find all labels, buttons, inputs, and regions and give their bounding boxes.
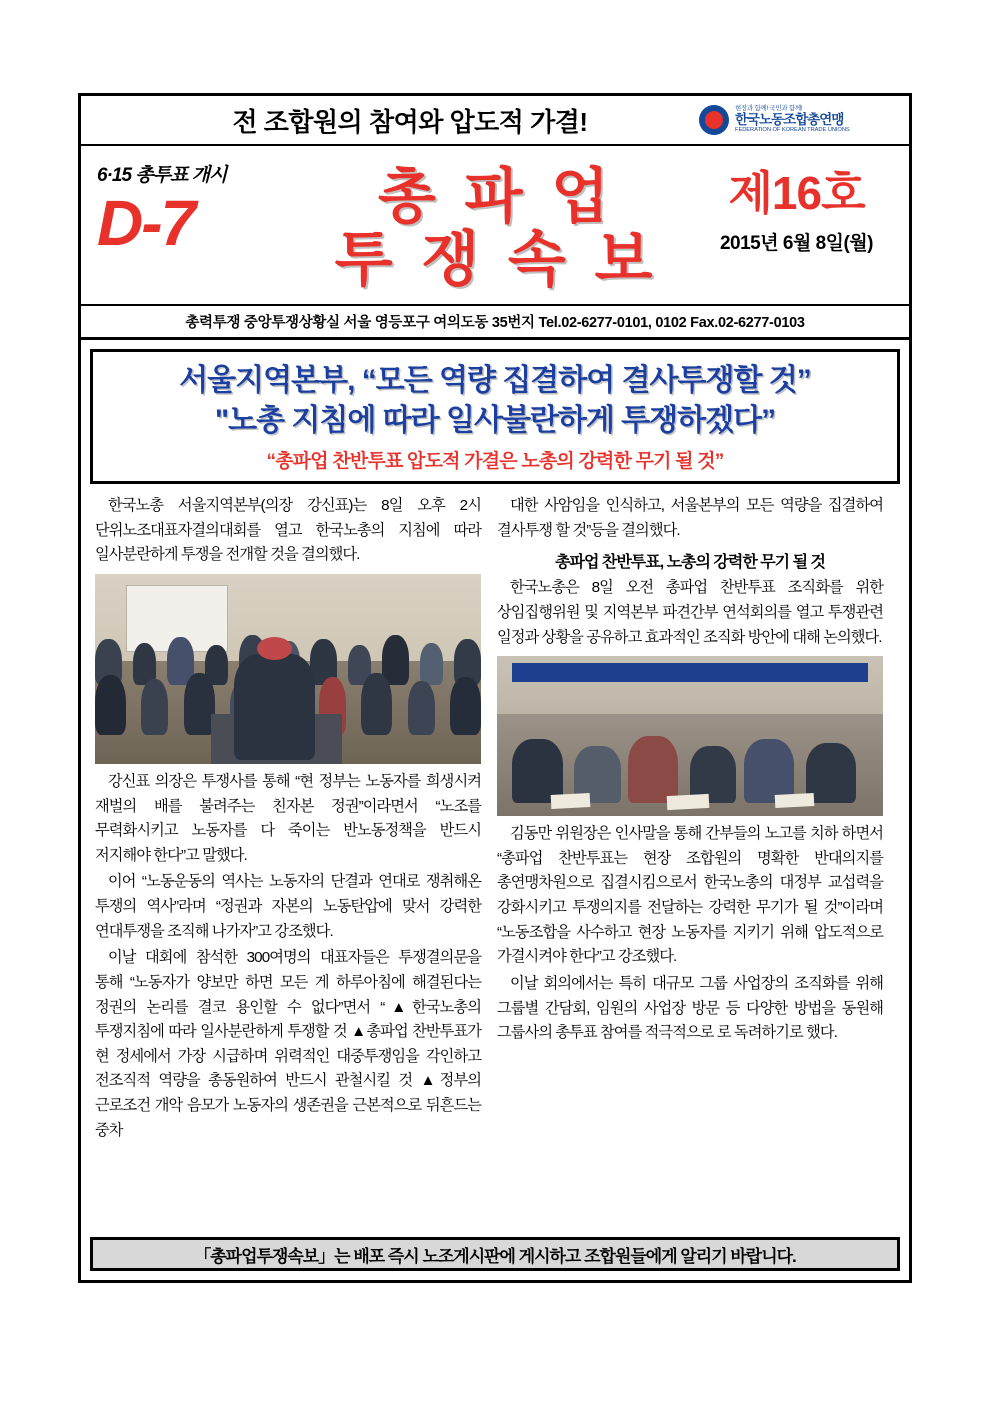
issue-number: 제16호 — [728, 167, 865, 219]
photo-document — [666, 794, 709, 811]
headline-line-1: 서울지역본부, “모든 역량 집결하여 결사투쟁할 것” — [179, 364, 811, 397]
photo-meeting — [497, 656, 883, 816]
logo-name-korean: 한국노동조합총연맹 — [735, 112, 844, 128]
photo-document — [551, 793, 590, 809]
issue-date: 2015년 6월 8일(월) — [719, 233, 874, 254]
dday-value: D-7 — [97, 187, 195, 259]
left-paragraph-2: 강신표 의장은 투쟁사를 통해 “현 정부는 노동자를 희생시켜 재벌의 배를 불려주는 친자본 정권”이라면서 “노조를 무력화시키고 노동자를 다 죽이는 반노동정책을 반드시 저지해야 한다”고 말했다. — [95, 772, 481, 864]
masthead-slogan: 전 조합원의 참여와 압도적 가결! — [232, 106, 588, 137]
newsletter-sheet — [78, 93, 912, 1283]
headline-box — [90, 349, 900, 484]
headline-line-2: "노총 지침에 따라 일사불란하게 투쟁하겠다” — [214, 403, 776, 437]
left-paragraph-3: 이어 “노동운동의 역사는 노동자의 단결과 연대로 쟁취해온 투쟁의 역사”라며 “정권과 자본의 노동탄압에 맞서 강력한 연대투쟁을 조직해 나가자”고 강조했다. — [95, 873, 481, 940]
right-paragraph-2: 한국노총은 8일 오전 총파업 찬반투표 조직화를 위한 상임집행위원 및 지역본부 파견간부 연석회의를 열고 투쟁관련 일정과 상황을 공유하고 효과적인 조직화 방안에 대해 논의했다. — [497, 579, 883, 646]
footer-notice: 「총파업투쟁속보」는 배포 즉시 노조게시판에 게시하고 조합원들에게 알리기 바랍니다. — [90, 1237, 900, 1271]
photo-speaker — [234, 654, 315, 760]
masthead-top — [81, 96, 909, 146]
contact-line: 총력투쟁 중앙투쟁상황실 서울 영등포구 여의도동 35번지 Tel.02-6277-0101, 0102 Fax.02-6277-0103 — [81, 306, 909, 340]
dday-block — [81, 146, 299, 304]
right-paragraph-3: 김동만 위원장은 인사말을 통해 간부들의 노고를 치하 하면서 “총파업 찬반투표는 현장 조합원의 명확한 반대의지를 총연맹차원으로 집결시킴으로서 한국노총의 대정부 교섭력을 강화시키고 투쟁의지를 전달하는 강력한 무기가 될 것”이라며 “노동조합을 사수하고 현장 노동자를 지키기 위해 압도적으로 가결시켜야 한다”고 강조했다. — [497, 825, 883, 966]
left-paragraph-1: 한국노총 서울지역본부(의장 강신표)는 8일 오후 2시 단위노조대표자결의대회를 열고 한국노총의 지침에 따라 일사분란하게 투쟁을 전개할 것을 결의했다. — [95, 497, 481, 564]
issue-block — [694, 146, 909, 304]
logo-tagline: 현장과 함께! 국민과 함께! — [735, 105, 803, 113]
title-line-2: 투 쟁 속 보 — [334, 226, 659, 293]
right-subheading: 총파업 찬반투표, 노총의 강력한 무기 될 것 — [555, 554, 825, 572]
title-line-1: 총 파 업 — [377, 162, 616, 230]
masthead-main — [81, 146, 909, 306]
photo-meeting-banner — [512, 663, 867, 682]
newsletter-title — [299, 146, 694, 304]
logo-text-block — [735, 106, 850, 133]
headline-subtitle: “총파업 찬반투표 압도적 가결은 노총의 강력한 무기 될 것” — [266, 451, 724, 472]
left-paragraph-4: 이날 대회에 참석한 300여명의 대표자들은 투쟁결의문을 통해 “노동자가 양보만 하면 모든 게 하루아침에 해결된다는 정권의 논리를 결코 용인할 수 없다”면서 “▲한국노총의 투쟁지침에 따라 일사분란하게 투쟁할 것 ▲총파업 찬반투표가 현 정세에서 가장 시급하며 위력적인 대중투쟁임을 각인하고 전조직적 역량을 총동원하여 반드시 관철시킬 것 ▲정부의 근로조건 개악 음모가 노동자의 생존권을 근본적으로 뒤흔드는 중차 — [95, 949, 481, 1139]
photo-document — [775, 793, 814, 808]
photo-attendee — [628, 736, 678, 803]
dday-label: 6·15 총투표 개시 — [97, 165, 227, 186]
article-body — [81, 484, 909, 1145]
photo-attendee — [512, 739, 562, 803]
organization-logo — [699, 105, 909, 135]
fktu-logo-icon — [699, 105, 729, 135]
right-column — [497, 494, 883, 1145]
right-paragraph-4: 이날 회의에서는 특히 대규모 그룹 사업장의 조직화를 위해 그룹별 간담회, 임원의 사업장 방문 등 다양한 방법을 동원해 그룹사의 총투표 참여를 적극적으로 로 독려하기로 했다. — [497, 974, 883, 1042]
left-column — [95, 494, 481, 1145]
photo-rally — [95, 574, 481, 764]
right-paragraph-1: 대한 사암임을 인식하고, 서울본부의 모든 역량을 집결하여 결사투쟁 할 것”등을 결의했다. — [497, 497, 883, 539]
logo-name-english: FEDERATION OF KOREAN TRADE UNIONS — [735, 127, 850, 134]
